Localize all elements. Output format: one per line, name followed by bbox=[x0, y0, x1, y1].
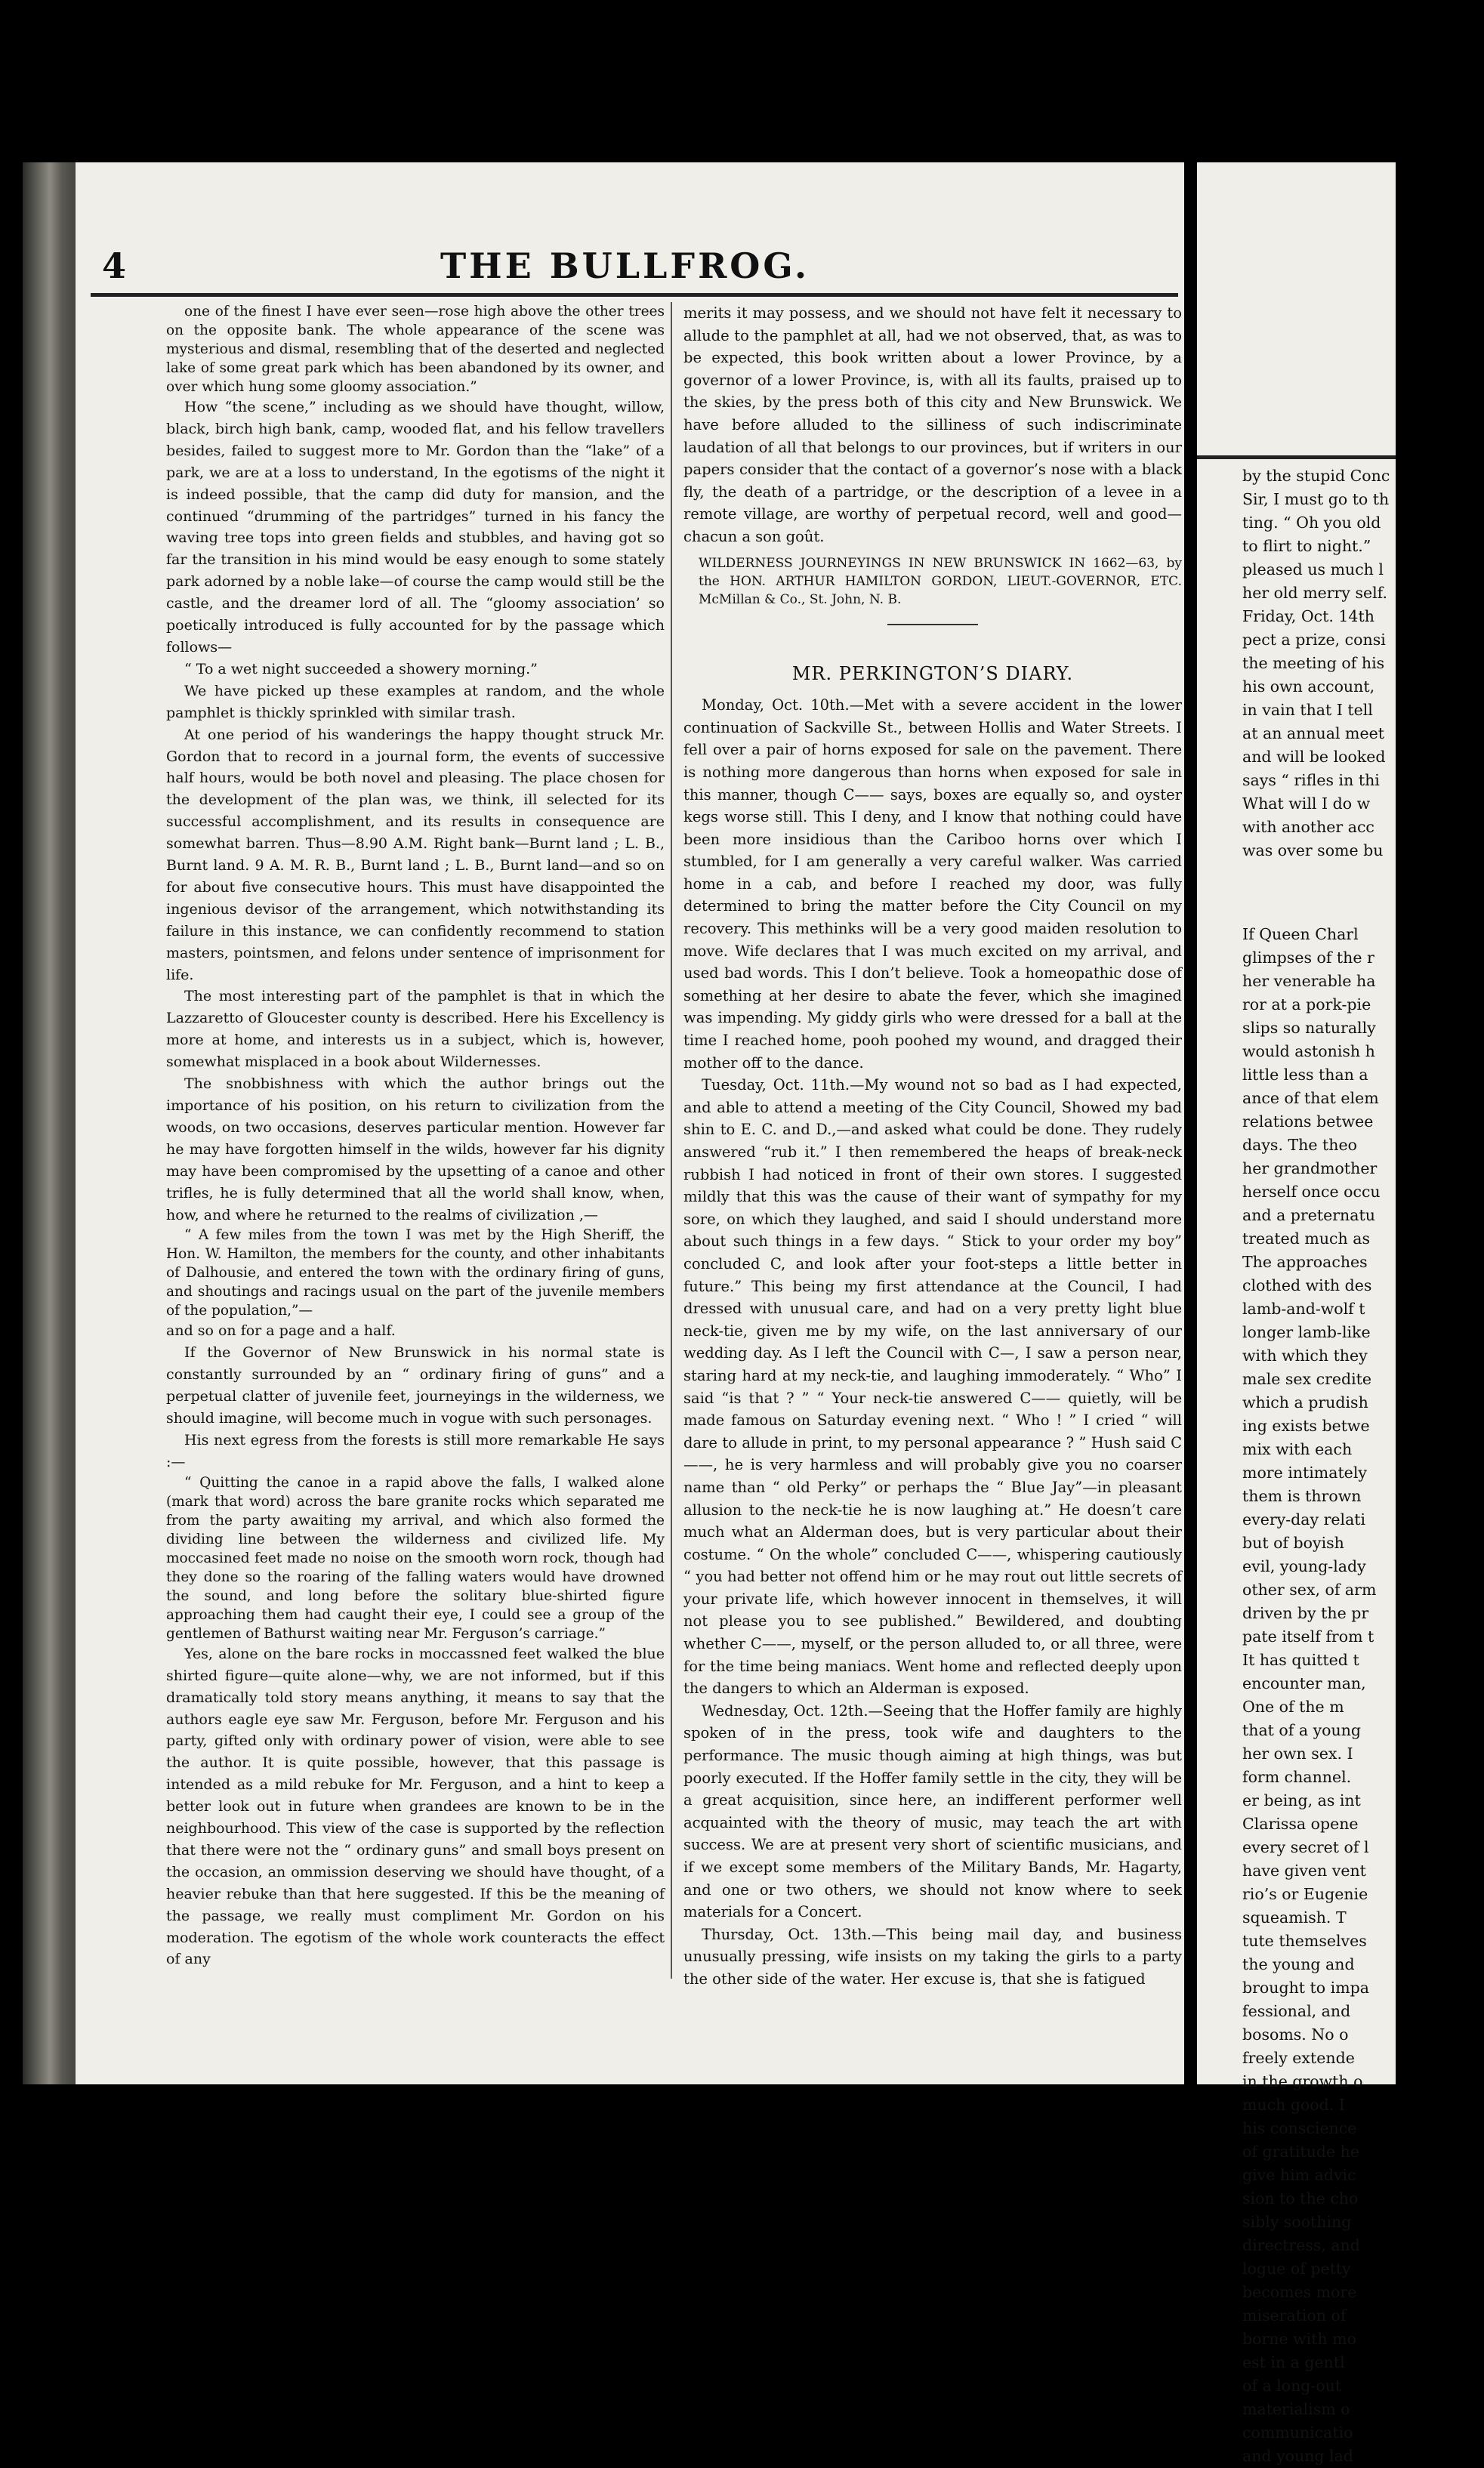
fragment-line: Sir, I must go to th bbox=[1242, 490, 1390, 508]
paragraph: We have picked up these examples at random, and the whole pamphlet is thickly sprinkled with similar trash. bbox=[166, 682, 665, 721]
paragraph: Monday, Oct. 10th.—Met with a severe accident in the lower continuation of Sackville St., between Hollis and Water Streets. I fell over a pair of horns exposed for sale on the pavement. There is nothing more dangerous than horns when exposed for sale in this manner, though C—— says, boxes are equally so, and oyster kegs worse still. This I deny, and I know that nothing could have been more insidious than the Cariboo horns over which I stumbled, for I am generally a very careful walker. Was carried home in a cab, and before I reached my door, was fully determined to bring the matter before the City Council on my recovery. This methinks will be a very good maiden resolution to move. Wife declares that I was much excited on my arrival, and used bad words. This I don’t believe. Took a homeopathic dose of something at her desire to abate the fever, which she imagined was impending. My giddy girls who were dressed for a ball at the time I reached home, pooh poohed my wound, and dragged their mother off to the dance. bbox=[683, 696, 1182, 1072]
fragment-line: to flirt to night.” bbox=[1242, 537, 1371, 555]
book-binding bbox=[23, 162, 83, 2084]
paragraph: The snobbishness with which the author brings out the importance of his position, on his return to civilization from the woods, on two occasions, deserves particular mention. However far he may have forgotten himself in the wilds, however far his dignity may have been compromised by the upsetting of a canoe and other trifles, he is fully determined that all the world shall know, when, how, and where he returned to the realms of civilization ,— bbox=[166, 1075, 665, 1223]
fragment-line: pect a prize, consi bbox=[1242, 631, 1386, 649]
paragraph: His next egress from the forests is still more remarkable He says :— bbox=[166, 1431, 665, 1470]
fragment-line: and a preternatu bbox=[1242, 1206, 1375, 1224]
paragraph: If the Governor of New Brunswick in his normal state is constantly surrounded by an “ ordinary firing of guns” and a perpetual clatter of juvenile feet, journeyings in the wilderness, we should imagine, will become much in vogue with such personages. bbox=[166, 1344, 665, 1427]
paragraph: Wednesday, Oct. 12th.—Seeing that the Hoffer family are highly spoken of in the press, took wife and daughters to the performance. The music though aiming at high things, was but poorly executed. If the Hoffer family settle in the city, they will be a great acquisition, since here, an indifferent performer well acquainted with the theory of music, may teach the art with success. We are at present very short of scientific musicians, and if we except some members of the Military Bands, Mr. Hagarty, and one or two others, we should not know where to seek materials for a Concert. bbox=[683, 1701, 1182, 1921]
section-rule bbox=[887, 624, 978, 625]
paragraph: “ Quitting the canoe in a rapid above the falls, I walked alone (mark that word) across the bare granite rocks which separated me from the party awaiting my arrival, and which also formed the dividing line between the wilderness and civilized life. My moccasined feet made no noise on the smooth worn rock, though had they done so the roaring of the falling waters would have drowned the sound, and long before the solitary blue-shirted figure approaching them had caught their eye, I could see a group of the gentlemen of Bathurst waiting near Mr. Ferguson’s carriage.” bbox=[166, 1474, 665, 1642]
fragment-line: glimpses of the r bbox=[1242, 949, 1374, 967]
fragment-line: relations betwee bbox=[1242, 1112, 1374, 1131]
fragment-line: little less than a bbox=[1242, 1066, 1368, 1084]
fragment-line: was over some bu bbox=[1242, 841, 1384, 859]
fragment-line: ror at a pork-pie bbox=[1242, 995, 1371, 1013]
fragment-line: directress, and bbox=[1242, 2236, 1360, 2254]
fragment-line: his own account, bbox=[1242, 677, 1375, 696]
fragment-line: would astonish h bbox=[1242, 1042, 1375, 1060]
fragment-line: communicatio bbox=[1242, 2423, 1353, 2442]
spacer bbox=[1242, 862, 1484, 923]
fragment-line: more intimately bbox=[1242, 1464, 1367, 1482]
fragment-line: pate itself from t bbox=[1242, 1627, 1374, 1646]
fragment-line: sibly soothing bbox=[1242, 2213, 1352, 2231]
fragment-line: freely extende bbox=[1242, 2049, 1355, 2067]
fragment-line: have given vent bbox=[1242, 1862, 1366, 1880]
fragment-line: in the growth o bbox=[1242, 2072, 1363, 2090]
fragment-line: and young lad bbox=[1242, 2447, 1353, 2465]
fragment-line: treated much as bbox=[1242, 1229, 1370, 1248]
page-header bbox=[102, 245, 1148, 291]
fragment-line: the young and bbox=[1242, 1955, 1355, 1973]
fragment-line: and will be looked bbox=[1242, 748, 1386, 766]
fragment-line: driven by the pr bbox=[1242, 1604, 1369, 1622]
fragment-line: ting. “ Oh you old bbox=[1242, 514, 1381, 532]
fragment-line: give him advic bbox=[1242, 2166, 1356, 2184]
fragment-line: encounter man, bbox=[1242, 1674, 1366, 1692]
fragment-line: that of a young bbox=[1242, 1721, 1362, 1739]
fragment-line: tute themselves bbox=[1242, 1932, 1367, 1950]
fragment-line: form channel. bbox=[1242, 1768, 1352, 1786]
header-rule bbox=[91, 293, 1178, 297]
fragment-line: of a long-out bbox=[1242, 2377, 1342, 2395]
fragment-line: days. The theo bbox=[1242, 1136, 1357, 1154]
fragment-line: every-day relati bbox=[1242, 1510, 1366, 1529]
adjacent-page-fragment bbox=[1197, 162, 1396, 2465]
fragment-line: miseration of bbox=[1242, 2306, 1347, 2325]
fragment-line: her venerable ha bbox=[1242, 972, 1376, 990]
fragment-line: ing exists betwe bbox=[1242, 1417, 1370, 1435]
fragment-line: longer lamb-like bbox=[1242, 1323, 1371, 1341]
fragment-line: ance of that elem bbox=[1242, 1089, 1379, 1107]
paragraph: “ To a wet night succeeded a showery morning.” bbox=[184, 660, 538, 677]
fragment-line: er being, as int bbox=[1242, 1791, 1361, 1809]
fragment-line: materialism o bbox=[1242, 2400, 1350, 2418]
page-number: 4 bbox=[102, 245, 127, 286]
fragment-line: becomes more bbox=[1242, 2283, 1357, 2301]
fragment-line: his conscience bbox=[1242, 2119, 1357, 2137]
right-column bbox=[683, 302, 1182, 1991]
paragraph: At one period of his wanderings the happy thought struck Mr. Gordon that to record in a journal form, the events of successive half hours, would be both novel and pleasing. The place chosen for the development of the plan was, we think, ill selected for its successful accomplishment, and its results in consequence are somewhat barren. Thus—8.90 A.M. Right bank—Burnt land ; L. B., Burnt land. 9 A. M. R. B., Burnt land ; L. B., Burnt land—and so on for about five consecutive hours. This must have disappointed the ingenious devisor of the arrangement, which notwithstanding its failure in this instance, we can confidently recommend to station masters, pointsmen, and felons under sentence of imprisonment for life. bbox=[166, 726, 665, 983]
fragment-line: slips so naturally bbox=[1242, 1019, 1376, 1037]
fragment-line: every secret of l bbox=[1242, 1838, 1369, 1856]
fragment-line: other sex, of arm bbox=[1242, 1581, 1377, 1599]
fragment-line: Clarissa opene bbox=[1242, 1815, 1359, 1833]
book-citation: WILDERNESS JOURNEYINGS IN NEW BRUNSWICK IN 1662—63, by the HON. ARTHUR HAMILTON GORDON, LIEUT.-GOVERNOR, ETC. McMillan & Co., St. John, N. B. bbox=[699, 555, 1182, 607]
fragment-line: One of the m bbox=[1242, 1698, 1344, 1716]
fragment-line: It has quitted t bbox=[1242, 1651, 1359, 1669]
fragment-line: the meeting of his bbox=[1242, 654, 1385, 672]
section-heading: MR. PERKINGTON’S DIARY. bbox=[791, 662, 1074, 684]
fragment-line: of gratitude he bbox=[1242, 2143, 1359, 2161]
fragment-line: says “ rifles in thi bbox=[1242, 771, 1380, 789]
fragment-line: pleased us much l bbox=[1242, 560, 1384, 578]
fragment-line: bosoms. No o bbox=[1242, 2025, 1349, 2044]
fragment-line: herself once occu bbox=[1242, 1183, 1381, 1201]
fragment-line: with which they bbox=[1242, 1347, 1368, 1365]
paragraph: Tuesday, Oct. 11th.—My wound not so bad as I had expected, and able to attend a meeting of the City Council, Showed my bad shin to E. C. and D.,—and asked what could be done. They rudely answered “rub it.” I then remembered the heaps of break-neck rubbish I had noticed in front of their own stores. I suggested mildly that this was the cause of their want of sympathy for my sore, on which they laughed, and said I should understand more about such things in a few days. “ Stick to your order my boy” concluded C, and look after your foot-steps a little better in future.” This being my first attendance at the Council, I had dressed with unusual care, and had on a very pretty light blue neck-tie, given me by my wife, on the last anniversary of our wedding day. As I left the Council with C—, I saw a person near, staring hard at my neck-tie, and laughing immoderately. “ Who” I said “is that ? ” “ Your neck-tie answered C—— quietly, will be made famous on Saturday evening next. “ Who ! ” I cried “ will dare to allude in print, to my personal appearance ? ” Hush said C——, he is very harmless and will probably give you no coarser name than “ old Perky” or perhaps the “ Blue Jay”—in pleasant allusion to the neck-tie he is now laughing at.” He doesn’t care much what an Alderman does, but is very particular about their costume. “ On the whole” concluded C——, whispering cautiously “ you had better not offend him or he may rout out little secrets of your private life, which however innocent in themselves, it will not please you to see published.” Bewildered, and doubting whether C——, myself, or the person alluded to, or all three, were for the time being maniacs. Went home and reflected deeply upon the dangers to which an Alderman is exposed. bbox=[683, 1076, 1182, 1698]
fragment-line: The approaches bbox=[1242, 1253, 1368, 1271]
column-divider bbox=[671, 302, 672, 1979]
fragment-line: at an annual meet bbox=[1242, 724, 1384, 742]
fragment-line: rio’s or Eugenie bbox=[1242, 1885, 1368, 1903]
fragment-line: much good. I bbox=[1242, 2096, 1345, 2114]
adjacent-page-text bbox=[1242, 464, 1484, 2468]
fragment-line: them is thrown bbox=[1242, 1487, 1362, 1505]
fragment-line: in vain that I tell bbox=[1242, 701, 1373, 719]
fragment-line: Friday, Oct. 14th bbox=[1242, 607, 1374, 625]
fragment-line: fessional, and bbox=[1242, 2002, 1351, 2020]
fragment-line: her own sex. I bbox=[1242, 1745, 1353, 1763]
fragment-line: which a prudish bbox=[1242, 1393, 1368, 1411]
fragment-line: brought to impa bbox=[1242, 1979, 1369, 1997]
fragment-line: What will I do w bbox=[1242, 794, 1371, 813]
adjacent-page-rule bbox=[1197, 455, 1396, 459]
paragraph: and so on for a page and a half. bbox=[166, 1322, 396, 1340]
fragment-line: her grandmother bbox=[1242, 1159, 1378, 1177]
paragraph: Yes, alone on the bare rocks in moccassned feet walked the blue shirted figure—quite alone—why, we are not informed, but if this dramatically told story means anything, it means to say that the authors eagle eye saw Mr. Ferguson, before Mr. Ferguson and his party, gifted only with ordinary power of vision, were able to see the author. It is quite possible, however, that this passage is intended as a mild rebuke for Mr. Ferguson, and a hint to keep a better look out in future when grandees are known to be in the neighbourhood. This view of the case is supported by the reflection that there were not the “ ordinary guns” and small boys present on the occasion, an ommission deserving we should have thought, of a heavier rebuke than that here suggested. If this be the meaning of the passage, we really must compliment Mr. Gordon on his moderation. The egotism of the whole work counteracts the effect of any bbox=[166, 1645, 665, 1968]
fragment-line: male sex credite bbox=[1242, 1370, 1372, 1388]
paragraph: The most interesting part of the pamphlet is that in which the Lazzaretto of Gloucester county is described. Here his Excellency is more at home, and interests us in a subject, which is, however, somewhat misplaced in a book about Wildernesses. bbox=[166, 988, 665, 1071]
fragment-line: squeamish. T bbox=[1242, 1908, 1347, 1927]
paragraph: one of the finest I have ever seen—rose high above the other trees on the opposite bank. The whole appearance of the scene was mysterious and dismal, resembling that of the deserted and neglected lake of some great park which has been abandoned by its owner, and over which hung some gloomy association.” bbox=[166, 304, 665, 395]
paragraph: “ A few miles from the town I was met by the High Sheriff, the Hon. W. Hamilton, the members for the county, and other inhabitants of Dalhousie, and entered the town with the ordinary firing of guns, and shoutings and racings usual on the part of the juvenile members of the population,”— bbox=[166, 1227, 665, 1319]
paragraph: How “the scene,” including as we should have thought, willow, black, birch high bank, camp, wooded flat, and his fellow travellers besides, failed to suggest more to Mr. Gordon than the “lake” of a park, we are at a loss to understand, In the egotisms of the night it is indeed possible, that the camp did duty for mansion, and the continued “drumming of the partridges” turned in his fancy the waving tree tops into green fields and stubbles, and having got so far the transition in his mind would be easy enough to some stately park adorned by a noble lake—of course the camp would still be the castle, and the dreamer lord of all. The “gloomy association’ so poetically introduced is fully accounted for by the passage which follows— bbox=[166, 399, 665, 656]
paragraph: Thursday, Oct. 13th.—This being mail day, and business unusually pressing, wife insists on my taking the girls to a party the other side of the water. Her excuse is, that she is fatigued bbox=[683, 1925, 1182, 1988]
fragment-line: with another acc bbox=[1242, 818, 1374, 836]
fragment-line: clothed with des bbox=[1242, 1276, 1372, 1294]
fragment-line: lamb-and-wolf t bbox=[1242, 1300, 1365, 1318]
fragment-line: evil, young-lady bbox=[1242, 1557, 1366, 1575]
fragment-line: logue of petty bbox=[1242, 2260, 1351, 2278]
fragment-line: sion to the cho bbox=[1242, 2189, 1359, 2207]
fragment-line: If Queen Charl bbox=[1242, 925, 1359, 943]
left-column bbox=[166, 302, 665, 1970]
fragment-line: mix with each bbox=[1242, 1440, 1353, 1458]
paragraph: merits it may possess, and we should not have felt it necessary to allude to the pamphlet at all, had we not observed, that, as was to be expected, this book written about a lower Province, by a governor of a lower Province, is, with all its faults, praised up to the skies, by the press both of this city and New Brunswick. We have before alluded to the silliness of such indiscriminate laudation of all that belongs to our provinces, but if writers in our papers consider that the contact of a governor’s nose with a black fly, the death of a partridge, or the description of a levee in a remote village, are worthy of perpetual record, well and good—chacun a son goût. bbox=[683, 304, 1182, 545]
journal-title: THE BULLFROG. bbox=[440, 245, 810, 286]
fragment-line: but of boyish bbox=[1242, 1534, 1344, 1552]
fragment-line: her old merry self. bbox=[1242, 584, 1388, 602]
fragment-line: borne with mo bbox=[1242, 2330, 1356, 2348]
fragment-line: est in a gentl bbox=[1242, 2353, 1345, 2371]
fragment-line: by the stupid Conc bbox=[1242, 467, 1390, 485]
